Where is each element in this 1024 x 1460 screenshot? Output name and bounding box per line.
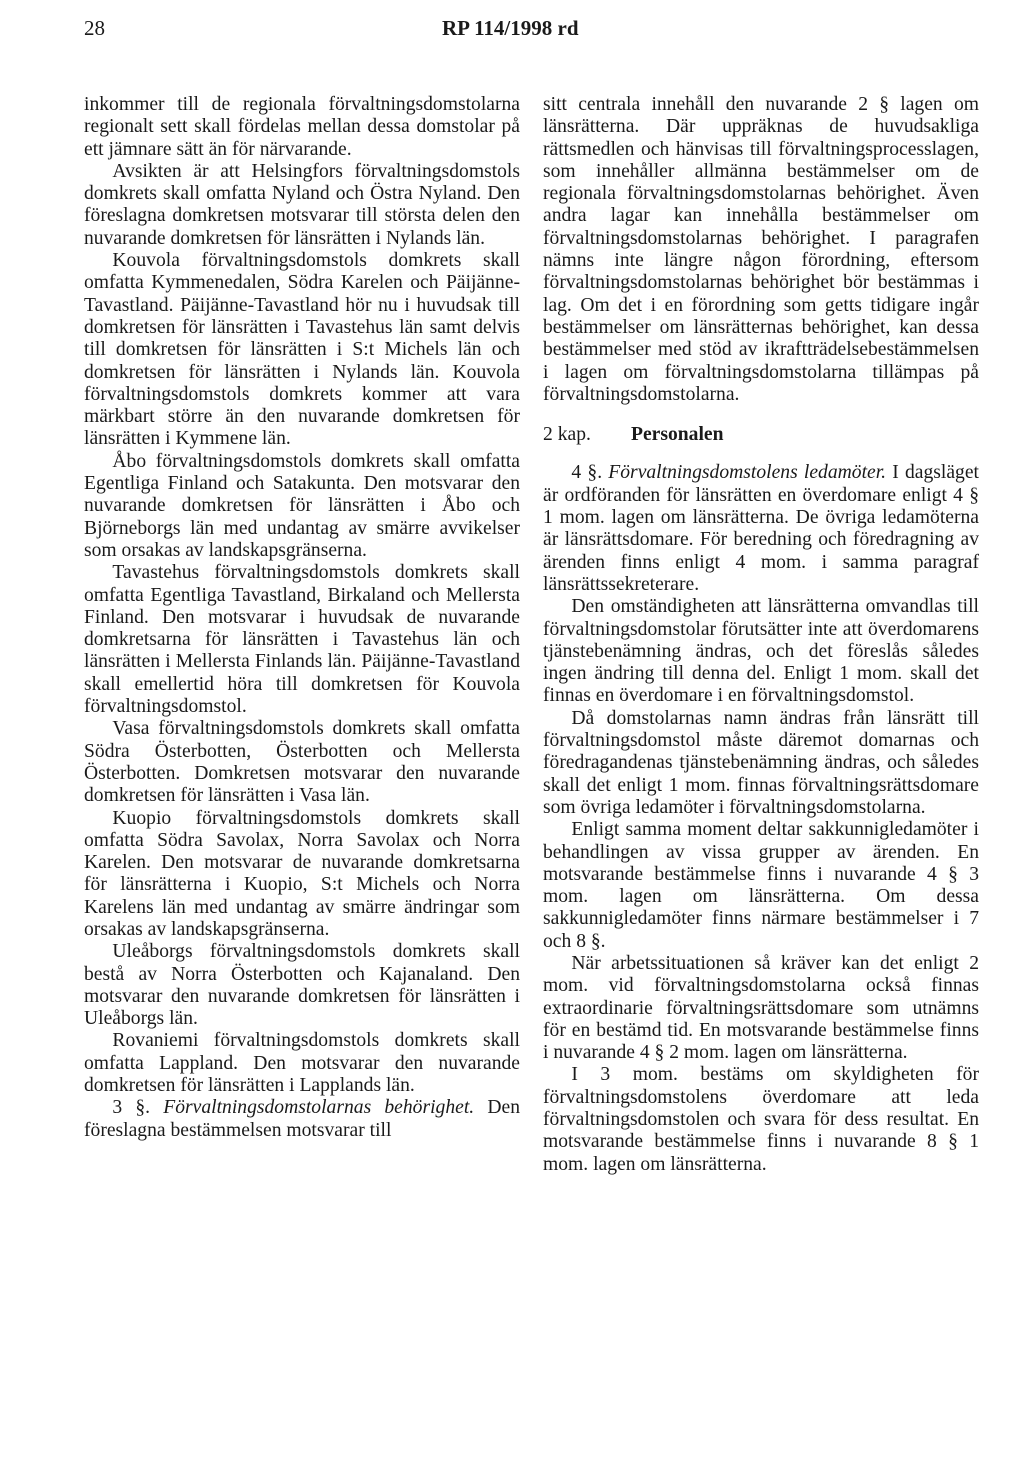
section-paragraph [543, 462, 979, 596]
paragraph: sitt centrala innehåll den nuvarande 2 § lagen om länsrätterna. Där uppräknas de huvudsakliga rättsmedlen och hänvisas till förvaltningsprocesslagen, som innehåller allmänna bestämmelser om de regionala förvaltningsdomstolarnas behörighet. Även andra lagar kan innehålla bestämmelser om förvaltningsdomstolarnas behörighet. I paragrafen nämns inte längre någon förordning, eftersom förvaltningsdomstolarnas behörighet bör bestämmas i lag. Om det i en förordning som getts tidigare ingår bestämmelser om länsrätternas behörighet, kan dessa bestämmelser med stöd av ikraftträdelsebestämmelsen i lagen om förvaltningsdomstolarna tillämpas på förvaltningsdomstolarna. [543, 94, 979, 405]
section-paragraph [84, 1097, 520, 1142]
chapter-number: 2 kap. [543, 424, 591, 446]
left-column [84, 94, 520, 1142]
section-title: Förvaltningsdomstolarnas behörighet. [163, 1097, 475, 1119]
section-text: I dagsläget är ordföranden för länsrätten en överdomare enligt 4 § 1 mom. lagen om länsrätterna. De övriga ledamöterna är länsrättsdomare. För beredning och föredragning av ärenden finns enligt 4 mom. i samma paragraf länsrättssekreterare. [543, 462, 979, 595]
paragraph: Uleåborgs förvaltningsdomstols domkrets skall bestå av Norra Österbotten och Kajanaland. Den motsvarar den nuvarande domkretsen för länsrätten i Uleåborgs län. [84, 941, 520, 1030]
paragraph: Åbo förvaltningsdomstols domkrets skall omfatta Egentliga Finland och Satakunta. Den motsvarar den nuvarande domkretsen för länsrätten i Åbo och Björneborgs län med undantag av smärre avvikelser som orsakas av landskapsgränserna. [84, 450, 520, 561]
paragraph: Vasa förvaltningsdomstols domkrets skall omfatta Södra Österbotten, Österbotten och Mellersta Österbotten. Domkretsen motsvarar den nuvarande domkretsen för länsrätten i Vasa län. [84, 718, 520, 807]
paragraph: Rovaniemi förvaltningsdomstols domkrets skall omfatta Lappland. Den motsvarar den nuvarande domkretsen för länsrätten i Lapplands län. [84, 1030, 520, 1097]
chapter-heading [543, 424, 979, 446]
paragraph: Tavastehus förvaltningsdomstols domkrets skall omfatta Egentliga Tavastland, Birkaland och Mellersta Finland. Den motsvarar i huvudsak de nuvarande domkretsarna för länsrätten i Tavastehus län och länsrätten i Mellersta Finlands län. Päijänne-Tavastland skall emellertid höra till domkretsen för Kouvola förvaltningsdomstol. [84, 562, 520, 718]
paragraph: Kouvola förvaltningsdomstols domkrets skall omfatta Kymmenedalen, Södra Karelen och Päijänne-Tavastland. Päijänne-Tavastland hör nu i huvudsak till domkretsen för länsrätten i Tavastehus län samt delvis till domkretsen för länsrätten i S:t Michels län och domkretsen för länsrätten i Nylands län. Kouvola förvaltningsdomstols domkrets kommer att vara märkbart större än den nuvarande domkretsen för länsrätten i Kymmene län. [84, 250, 520, 450]
paragraph: Enligt samma moment deltar sakkunnigledamöter i behandlingen av vissa grupper av ärenden. En motsvarande bestämmelse finns i nuvarande 4 § 3 mom. lagen om länsrätterna. Om dessa sakkunnigledamöter finns närmare bestämmelser i 7 och 8 §. [543, 819, 979, 952]
page-header [0, 16, 1024, 52]
paragraph: Den omständigheten att länsrätterna omvandlas till förvaltningsdomstolar förutsätter inte att överdomarens tjänstebenämning ändras, och det föreslås således ingen ändring till denna del. Enligt 1 mom. skall det finnas en överdomare i en förvaltningsdomstol. [543, 596, 979, 707]
paragraph: Avsikten är att Helsingfors förvaltningsdomstols domkrets skall omfatta Nyland och Östra Nyland. Den föreslagna domkretsen motsvarar till största delen den nuvarande domkretsen för länsrätten i Nylands län. [84, 160, 520, 249]
paragraph: Då domstolarnas namn ändras från länsrätt till förvaltningsdomstol måste däremot domarnas och föredragandenas tjänstebenämning ändras, och således skall det enligt 1 mom. finnas förvaltningsrättsdomare som övriga ledamöter i förvaltningsdomstolarna. [543, 707, 979, 818]
right-column [543, 94, 979, 1176]
section-number: 3 §. [112, 1097, 164, 1119]
chapter-title: Personalen [631, 424, 724, 446]
document-reference: RP 114/1998 rd [442, 16, 579, 40]
section-number: 4 §. [571, 462, 609, 484]
section-title: Förvaltningsdomstolens ledamöter. [608, 462, 887, 484]
paragraph: Kuopio förvaltningsdomstols domkrets skall omfatta Södra Savolax, Norra Savolax och Norra Karelen. Den motsvarar de nuvarande domkretsarna för länsrätterna i Kuopio, S:t Michels och Norra Karelens län med undantag av smärre ändringar som orsakas av landskapsgränserna. [84, 807, 520, 940]
page-number: 28 [84, 16, 105, 40]
paragraph: I 3 mom. bestäms om skyldigheten för förvaltningsdomstolens överdomare att leda förvaltningsdomstolen och svara för dess resultat. En motsvarande bestämmelse finns i nuvarande 8 § 1 mom. lagen om länsrätterna. [543, 1064, 979, 1175]
paragraph: inkommer till de regionala förvaltningsdomstolarna regionalt sett skall fördelas mellan dessa domstolar på ett jämnare sätt än för närvarande. [84, 94, 520, 160]
paragraph: När arbetssituationen så kräver kan det enligt 2 mom. vid förvaltningsdomstolarna också finnas extraordinarie förvaltningsrättsdomare som utnämns för en bestämd tid. En motsvarande bestämmelse finns i nuvarande 4 § 2 mom. lagen om länsrätterna. [543, 952, 979, 1064]
section-text: Den föreslagna bestämmelsen motsvarar till [84, 1097, 520, 1141]
